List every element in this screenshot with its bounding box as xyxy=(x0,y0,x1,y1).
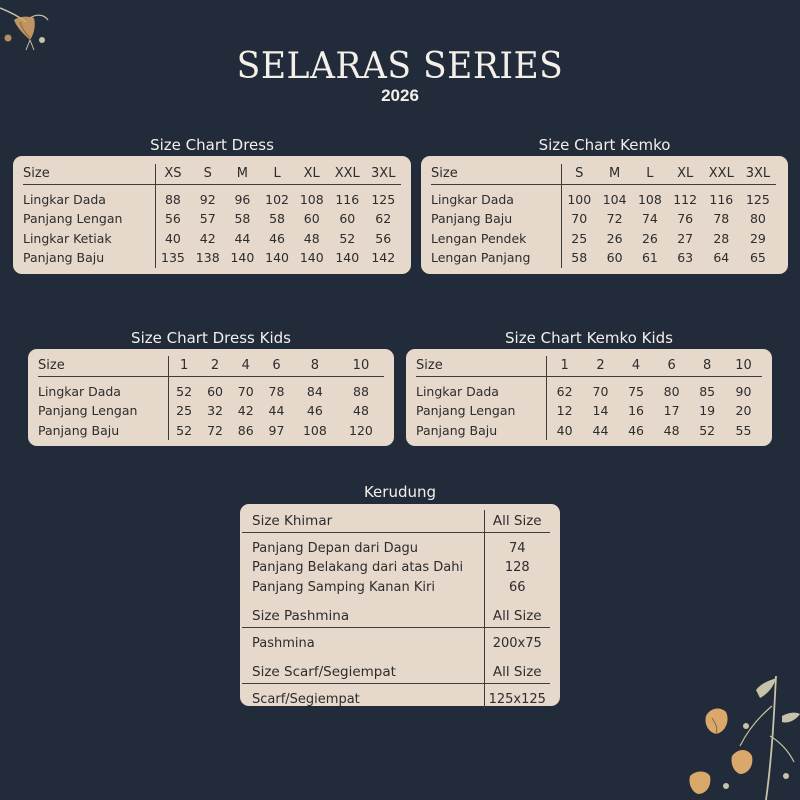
measurement-value: 92 xyxy=(199,192,216,208)
table-row xyxy=(416,376,762,401)
size-header-cell: 6 xyxy=(654,356,690,376)
table-header-row xyxy=(416,356,762,376)
measurement-label: Panjang Samping Kanan Kiri xyxy=(252,579,435,595)
measurement-value: 116 xyxy=(335,192,360,208)
measurement-value: 138 xyxy=(195,250,220,266)
measurement-value: 56 xyxy=(375,230,392,246)
measurement-value: 44 xyxy=(268,403,285,419)
table-row xyxy=(431,229,776,249)
table-row xyxy=(242,558,550,578)
measurement-value: 62 xyxy=(556,384,573,400)
measurement-value: 42 xyxy=(199,230,216,246)
measurement-value: 26 xyxy=(641,230,658,246)
size-header-cell: S xyxy=(561,164,597,184)
kerudung-table xyxy=(242,510,550,709)
measurement-label: Lingkar Ketiak xyxy=(23,229,155,249)
measurement-label: Panjang Baju xyxy=(431,209,561,229)
measurement-value: 70 xyxy=(237,384,254,400)
measurement-value: 48 xyxy=(663,422,680,438)
measurement-value: 44 xyxy=(592,422,609,438)
measurement-value: 62 xyxy=(375,211,392,227)
measurement-value: 74 xyxy=(484,532,550,558)
measurement-value: 90 xyxy=(735,384,752,400)
table-row xyxy=(23,229,401,249)
measurement-label: Lingkar Dada xyxy=(431,184,561,209)
dress-kids-size-table xyxy=(38,356,384,440)
measurement-value: 60 xyxy=(207,384,223,400)
measurement-label: Pashmina xyxy=(252,635,315,651)
size-header-label: Size xyxy=(416,356,546,376)
measurement-label: Lingkar Dada xyxy=(38,376,168,401)
kerudung-title: Kerudung xyxy=(363,483,437,501)
size-header-label: Size xyxy=(38,356,168,376)
measurement-value: 29 xyxy=(749,230,766,246)
size-header-label: Size xyxy=(431,164,561,184)
measurement-value: 46 xyxy=(269,230,286,246)
table-row xyxy=(431,209,776,229)
size-header-cell: XL xyxy=(668,164,703,184)
measurement-value: 52 xyxy=(699,422,716,438)
measurement-value: 104 xyxy=(602,192,627,208)
section-name: Size Khimar xyxy=(242,510,484,532)
measurement-value: 16 xyxy=(628,403,644,419)
measurement-value: 19 xyxy=(699,403,716,419)
measurement-value: 85 xyxy=(699,384,716,400)
size-header-cell: M xyxy=(597,164,632,184)
table-row xyxy=(431,184,776,209)
table-row xyxy=(431,248,776,268)
measurement-value: 96 xyxy=(234,192,251,208)
measurement-value: 125 xyxy=(371,192,396,208)
measurement-value: 44 xyxy=(234,230,251,246)
kerudung-card xyxy=(240,504,560,706)
measurement-value: 25 xyxy=(571,230,588,246)
measurement-value: 88 xyxy=(353,384,369,400)
table-row xyxy=(23,184,401,209)
measurement-value: 58 xyxy=(571,250,588,266)
measurement-value: 140 xyxy=(335,250,360,266)
measurement-value: 52 xyxy=(176,384,193,400)
measurement-value: 108 xyxy=(302,422,327,438)
gap-cell xyxy=(242,597,484,605)
measurement-value: 112 xyxy=(673,192,698,208)
measurement-value: 80 xyxy=(749,211,766,227)
measurement-value: 52 xyxy=(176,422,193,438)
measurement-label: Panjang Baju xyxy=(23,248,155,268)
measurement-value: 28 xyxy=(713,230,730,246)
measurement-value: 12 xyxy=(556,403,573,419)
measurement-value: 60 xyxy=(606,250,623,266)
size-header-label: Size xyxy=(23,164,155,184)
measurement-value: 48 xyxy=(353,403,369,419)
table-row xyxy=(242,683,550,709)
measurement-value: 80 xyxy=(663,384,680,400)
measurement-value: 88 xyxy=(164,192,181,208)
section-gap xyxy=(242,597,550,605)
section-name: Size Scarf/Segiempat xyxy=(242,661,484,683)
measurement-value: 58 xyxy=(269,211,286,227)
measurement-label: Lingkar Dada xyxy=(23,184,155,209)
size-header-cell: 10 xyxy=(725,356,762,376)
measurement-value: 40 xyxy=(164,230,181,246)
size-header-cell: 8 xyxy=(292,356,338,376)
measurement-value: 100 xyxy=(567,192,592,208)
measurement-value: 20 xyxy=(735,403,752,419)
measurement-value: 116 xyxy=(709,192,734,208)
size-header-cell: XXL xyxy=(329,164,365,184)
table-row xyxy=(23,209,401,229)
table-row xyxy=(23,248,401,268)
measurement-label: Panjang Depan dari Dagu xyxy=(252,540,419,556)
measurement-label: Lengan Pendek xyxy=(431,229,561,249)
measurement-value: 52 xyxy=(339,230,356,246)
measurement-value: 75 xyxy=(628,384,644,400)
section-column: All Size xyxy=(484,661,550,683)
measurement-value: 25 xyxy=(176,403,193,419)
gap-cell xyxy=(242,653,484,661)
size-header-cell: 1 xyxy=(546,356,583,376)
measurement-value: 14 xyxy=(592,403,609,419)
kemko-kids-chart-title: Size Chart Kemko Kids xyxy=(505,329,673,347)
measurement-label: Panjang Lengan xyxy=(38,401,168,421)
measurement-value: 108 xyxy=(299,192,324,208)
size-header-cell: 3XL xyxy=(740,164,776,184)
section-column: All Size xyxy=(484,510,550,532)
measurement-value: 142 xyxy=(371,250,396,266)
measurement-value: 140 xyxy=(299,250,324,266)
kemko-chart-title: Size Chart Kemko xyxy=(538,136,671,154)
measurement-value: 66 xyxy=(484,578,550,598)
size-header-cell: S xyxy=(190,164,225,184)
measurement-value: 61 xyxy=(641,250,658,266)
measurement-value: 46 xyxy=(628,422,644,438)
size-header-cell: 6 xyxy=(261,356,292,376)
measurement-value: 58 xyxy=(234,211,251,227)
kemko-kids-chart-card xyxy=(406,349,772,446)
measurement-label: Panjang Lengan xyxy=(23,209,155,229)
measurement-value: 74 xyxy=(641,211,658,227)
dress-kids-chart-title: Size Chart Dress Kids xyxy=(131,329,291,347)
size-header-cell: XL xyxy=(294,164,329,184)
size-header-cell: M xyxy=(225,164,260,184)
dress-size-table xyxy=(23,164,401,268)
size-header-cell: L xyxy=(260,164,295,184)
table-row xyxy=(242,532,550,558)
measurement-value: 78 xyxy=(713,211,730,227)
measurement-value: 27 xyxy=(677,230,694,246)
measurement-value: 140 xyxy=(230,250,255,266)
measurement-value: 26 xyxy=(606,230,623,246)
measurement-value: 76 xyxy=(677,211,694,227)
measurement-value: 70 xyxy=(571,211,588,227)
table-row xyxy=(242,578,550,598)
table-header-row xyxy=(38,356,384,376)
measurement-label: Scarf/Segiempat xyxy=(252,691,360,707)
measurement-value: 57 xyxy=(199,211,216,227)
measurement-value: 46 xyxy=(306,403,323,419)
size-header-cell: 1 xyxy=(168,356,200,376)
measurement-label: Lengan Panjang xyxy=(431,248,561,268)
measurement-value: 135 xyxy=(161,250,185,266)
kerudung-section-header xyxy=(242,510,550,532)
measurement-value: 200x75 xyxy=(484,627,550,653)
measurement-value: 128 xyxy=(484,558,550,578)
measurement-value: 140 xyxy=(265,250,289,266)
measurement-value: 72 xyxy=(606,211,623,227)
kerudung-section-header xyxy=(242,605,550,627)
measurement-value: 55 xyxy=(735,422,752,438)
page-year: 2026 xyxy=(381,86,419,105)
measurement-value: 60 xyxy=(339,211,356,227)
kemko-kids-size-table xyxy=(416,356,762,440)
measurement-label: Panjang Baju xyxy=(38,421,168,441)
size-header-cell: XS xyxy=(155,164,190,184)
section-gap xyxy=(242,653,550,661)
measurement-label: Panjang Baju xyxy=(416,421,546,441)
gap-cell xyxy=(484,653,550,661)
measurement-value: 56 xyxy=(164,211,181,227)
measurement-value: 42 xyxy=(237,403,254,419)
dress-chart-title: Size Chart Dress xyxy=(150,136,274,154)
kemko-chart-card xyxy=(421,156,788,274)
measurement-value: 64 xyxy=(713,250,730,266)
table-row xyxy=(38,421,384,441)
measurement-label: Lingkar Dada xyxy=(416,376,546,401)
page-title: SELARAS SERIES xyxy=(236,46,564,87)
dress-chart-card xyxy=(13,156,411,274)
table-header-row xyxy=(431,164,776,184)
section-name: Size Pashmina xyxy=(242,605,484,627)
section-column: All Size xyxy=(484,605,550,627)
table-header-row xyxy=(23,164,401,184)
measurement-value: 125 xyxy=(745,192,770,208)
measurement-value: 70 xyxy=(592,384,609,400)
flower-ornament-bottom-right-icon xyxy=(676,676,800,800)
measurement-value: 102 xyxy=(265,192,289,208)
size-header-cell: 4 xyxy=(230,356,261,376)
measurement-value: 86 xyxy=(237,422,254,438)
measurement-value: 120 xyxy=(349,422,373,438)
measurement-value: 60 xyxy=(303,211,320,227)
table-row xyxy=(416,401,762,421)
size-header-cell: 4 xyxy=(618,356,654,376)
measurement-value: 125x125 xyxy=(484,683,550,709)
kerudung-section-header xyxy=(242,661,550,683)
measurement-label: Panjang Lengan xyxy=(416,401,546,421)
measurement-value: 97 xyxy=(268,422,285,438)
measurement-value: 78 xyxy=(268,384,285,400)
size-header-cell: 8 xyxy=(689,356,725,376)
measurement-value: 65 xyxy=(749,250,766,266)
size-header-cell: 2 xyxy=(200,356,231,376)
size-header-cell: XXL xyxy=(703,164,740,184)
measurement-value: 32 xyxy=(207,403,223,419)
measurement-value: 40 xyxy=(556,422,573,438)
measurement-value: 48 xyxy=(303,230,320,246)
size-header-cell: 2 xyxy=(583,356,619,376)
dress-kids-chart-card xyxy=(28,349,394,446)
measurement-value: 72 xyxy=(207,422,223,438)
measurement-value: 63 xyxy=(677,250,694,266)
size-header-cell: 3XL xyxy=(365,164,401,184)
measurement-label: Panjang Belakang dari atas Dahi xyxy=(252,560,464,576)
size-header-cell: L xyxy=(632,164,667,184)
table-row xyxy=(242,627,550,653)
table-row xyxy=(38,401,384,421)
kemko-size-table xyxy=(431,164,776,268)
table-row xyxy=(416,421,762,441)
size-header-cell: 10 xyxy=(338,356,384,376)
table-row xyxy=(38,376,384,401)
gap-cell xyxy=(484,597,550,605)
measurement-value: 17 xyxy=(663,403,680,419)
measurement-value: 108 xyxy=(637,192,662,208)
measurement-value: 84 xyxy=(306,384,323,400)
